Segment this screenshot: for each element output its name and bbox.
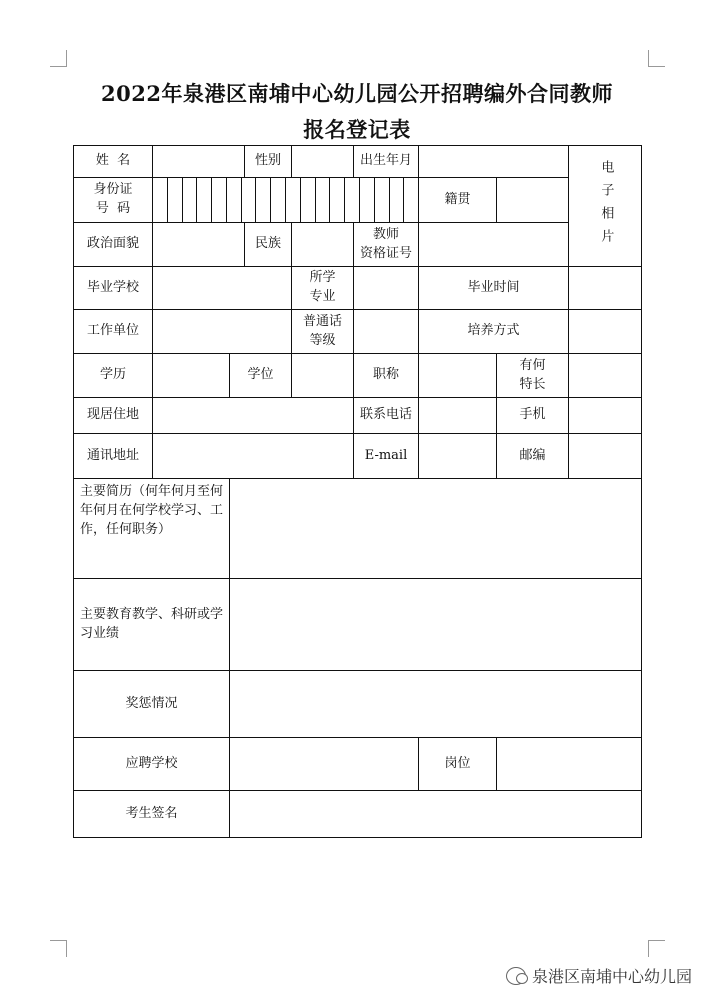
label-id-line1: 身份证	[93, 182, 133, 198]
field-native[interactable]	[497, 178, 569, 223]
label-email: E-mail	[354, 434, 419, 479]
field-signature[interactable]	[230, 791, 642, 838]
label-specialty-line1: 有何	[519, 357, 546, 373]
field-gender[interactable]	[292, 146, 354, 178]
field-birth[interactable]	[419, 146, 569, 178]
field-mandarin[interactable]	[354, 310, 419, 354]
field-political[interactable]	[153, 223, 245, 267]
form-title: 2022年泉港区南埔中心幼儿园公开招聘编外合同教师	[101, 81, 613, 106]
label-ethnic: 民族	[245, 223, 292, 267]
label-mandarin	[292, 310, 354, 354]
label-grad-time: 毕业时间	[419, 267, 569, 310]
field-training[interactable]	[569, 310, 642, 354]
id-digit-boxes	[153, 178, 418, 222]
label-training: 培养方式	[419, 310, 569, 354]
label-name: 姓 名	[74, 146, 153, 178]
label-signature: 考生签名	[74, 791, 230, 838]
field-grad-time[interactable]	[569, 267, 642, 310]
field-apply-school[interactable]	[230, 738, 419, 791]
crop-mark-top-left	[50, 50, 67, 67]
label-title-rank: 职称	[354, 354, 419, 398]
label-gender: 性别	[245, 146, 292, 178]
field-teacher-cert[interactable]	[419, 223, 569, 267]
field-name[interactable]	[153, 146, 245, 178]
field-mobile[interactable]	[569, 398, 642, 434]
label-teacher-cert-line2: 资格证号	[359, 245, 412, 261]
photo-box[interactable]	[569, 146, 642, 267]
label-achievements: 主要教育教学、科研或学习业绩	[74, 579, 230, 671]
field-grad-school[interactable]	[153, 267, 292, 310]
label-major-line1: 所学	[309, 270, 336, 286]
field-postcode[interactable]	[569, 434, 642, 479]
label-teacher-cert-line1: 教师	[372, 226, 399, 242]
label-degree: 学位	[230, 354, 292, 398]
label-teacher-cert	[354, 223, 419, 267]
form-subtitle: 报名登记表	[303, 117, 411, 142]
watermark	[506, 964, 692, 987]
field-workplace[interactable]	[153, 310, 292, 354]
field-resume[interactable]	[230, 479, 642, 579]
label-education: 学历	[74, 354, 153, 398]
label-id-number	[74, 178, 153, 223]
label-address: 现居住地	[74, 398, 153, 434]
photo-label: 电子相片	[598, 160, 614, 252]
label-postcode: 邮编	[497, 434, 569, 479]
field-education[interactable]	[153, 354, 230, 398]
label-workplace: 工作单位	[74, 310, 153, 354]
label-mobile: 手机	[497, 398, 569, 434]
label-major	[292, 267, 354, 310]
field-mail-address[interactable]	[153, 434, 354, 479]
label-grad-school: 毕业学校	[74, 267, 153, 310]
label-mail-address: 通讯地址	[74, 434, 153, 479]
label-mandarin-line1: 普通话	[302, 313, 342, 329]
field-id-digits[interactable]	[153, 178, 419, 223]
field-degree[interactable]	[292, 354, 354, 398]
label-resume: 主要简历（何年何月至何年何月在何学校学习、工作，任何职务）	[74, 479, 230, 579]
field-email[interactable]	[419, 434, 497, 479]
label-phone: 联系电话	[354, 398, 419, 434]
field-awards[interactable]	[230, 671, 642, 738]
registration-table	[73, 145, 642, 838]
field-achievements[interactable]	[230, 579, 642, 671]
label-political: 政治面貌	[74, 223, 153, 267]
crop-mark-top-right	[648, 50, 665, 67]
field-phone[interactable]	[419, 398, 497, 434]
wechat-logo-icon	[506, 967, 526, 985]
label-specialty-line2: 特长	[519, 376, 546, 392]
label-id-line2: 号 码	[95, 201, 131, 216]
field-major[interactable]	[354, 267, 419, 310]
label-mandarin-line2: 等级	[309, 332, 336, 348]
label-apply-school: 应聘学校	[74, 738, 230, 791]
label-birth: 出生年月	[354, 146, 419, 178]
label-specialty	[497, 354, 569, 398]
field-specialty[interactable]	[569, 354, 642, 398]
field-title-rank[interactable]	[419, 354, 497, 398]
crop-mark-bottom-right	[648, 940, 665, 957]
label-awards: 奖惩情况	[74, 671, 230, 738]
label-major-line2: 专业	[309, 289, 336, 304]
label-native: 籍贯	[419, 178, 497, 223]
field-position[interactable]	[497, 738, 642, 791]
field-ethnic[interactable]	[292, 223, 354, 267]
crop-mark-bottom-left	[50, 940, 67, 957]
watermark-text: 泉港区南埔中心幼儿园	[531, 967, 692, 986]
field-address[interactable]	[153, 398, 354, 434]
label-position: 岗位	[419, 738, 497, 791]
